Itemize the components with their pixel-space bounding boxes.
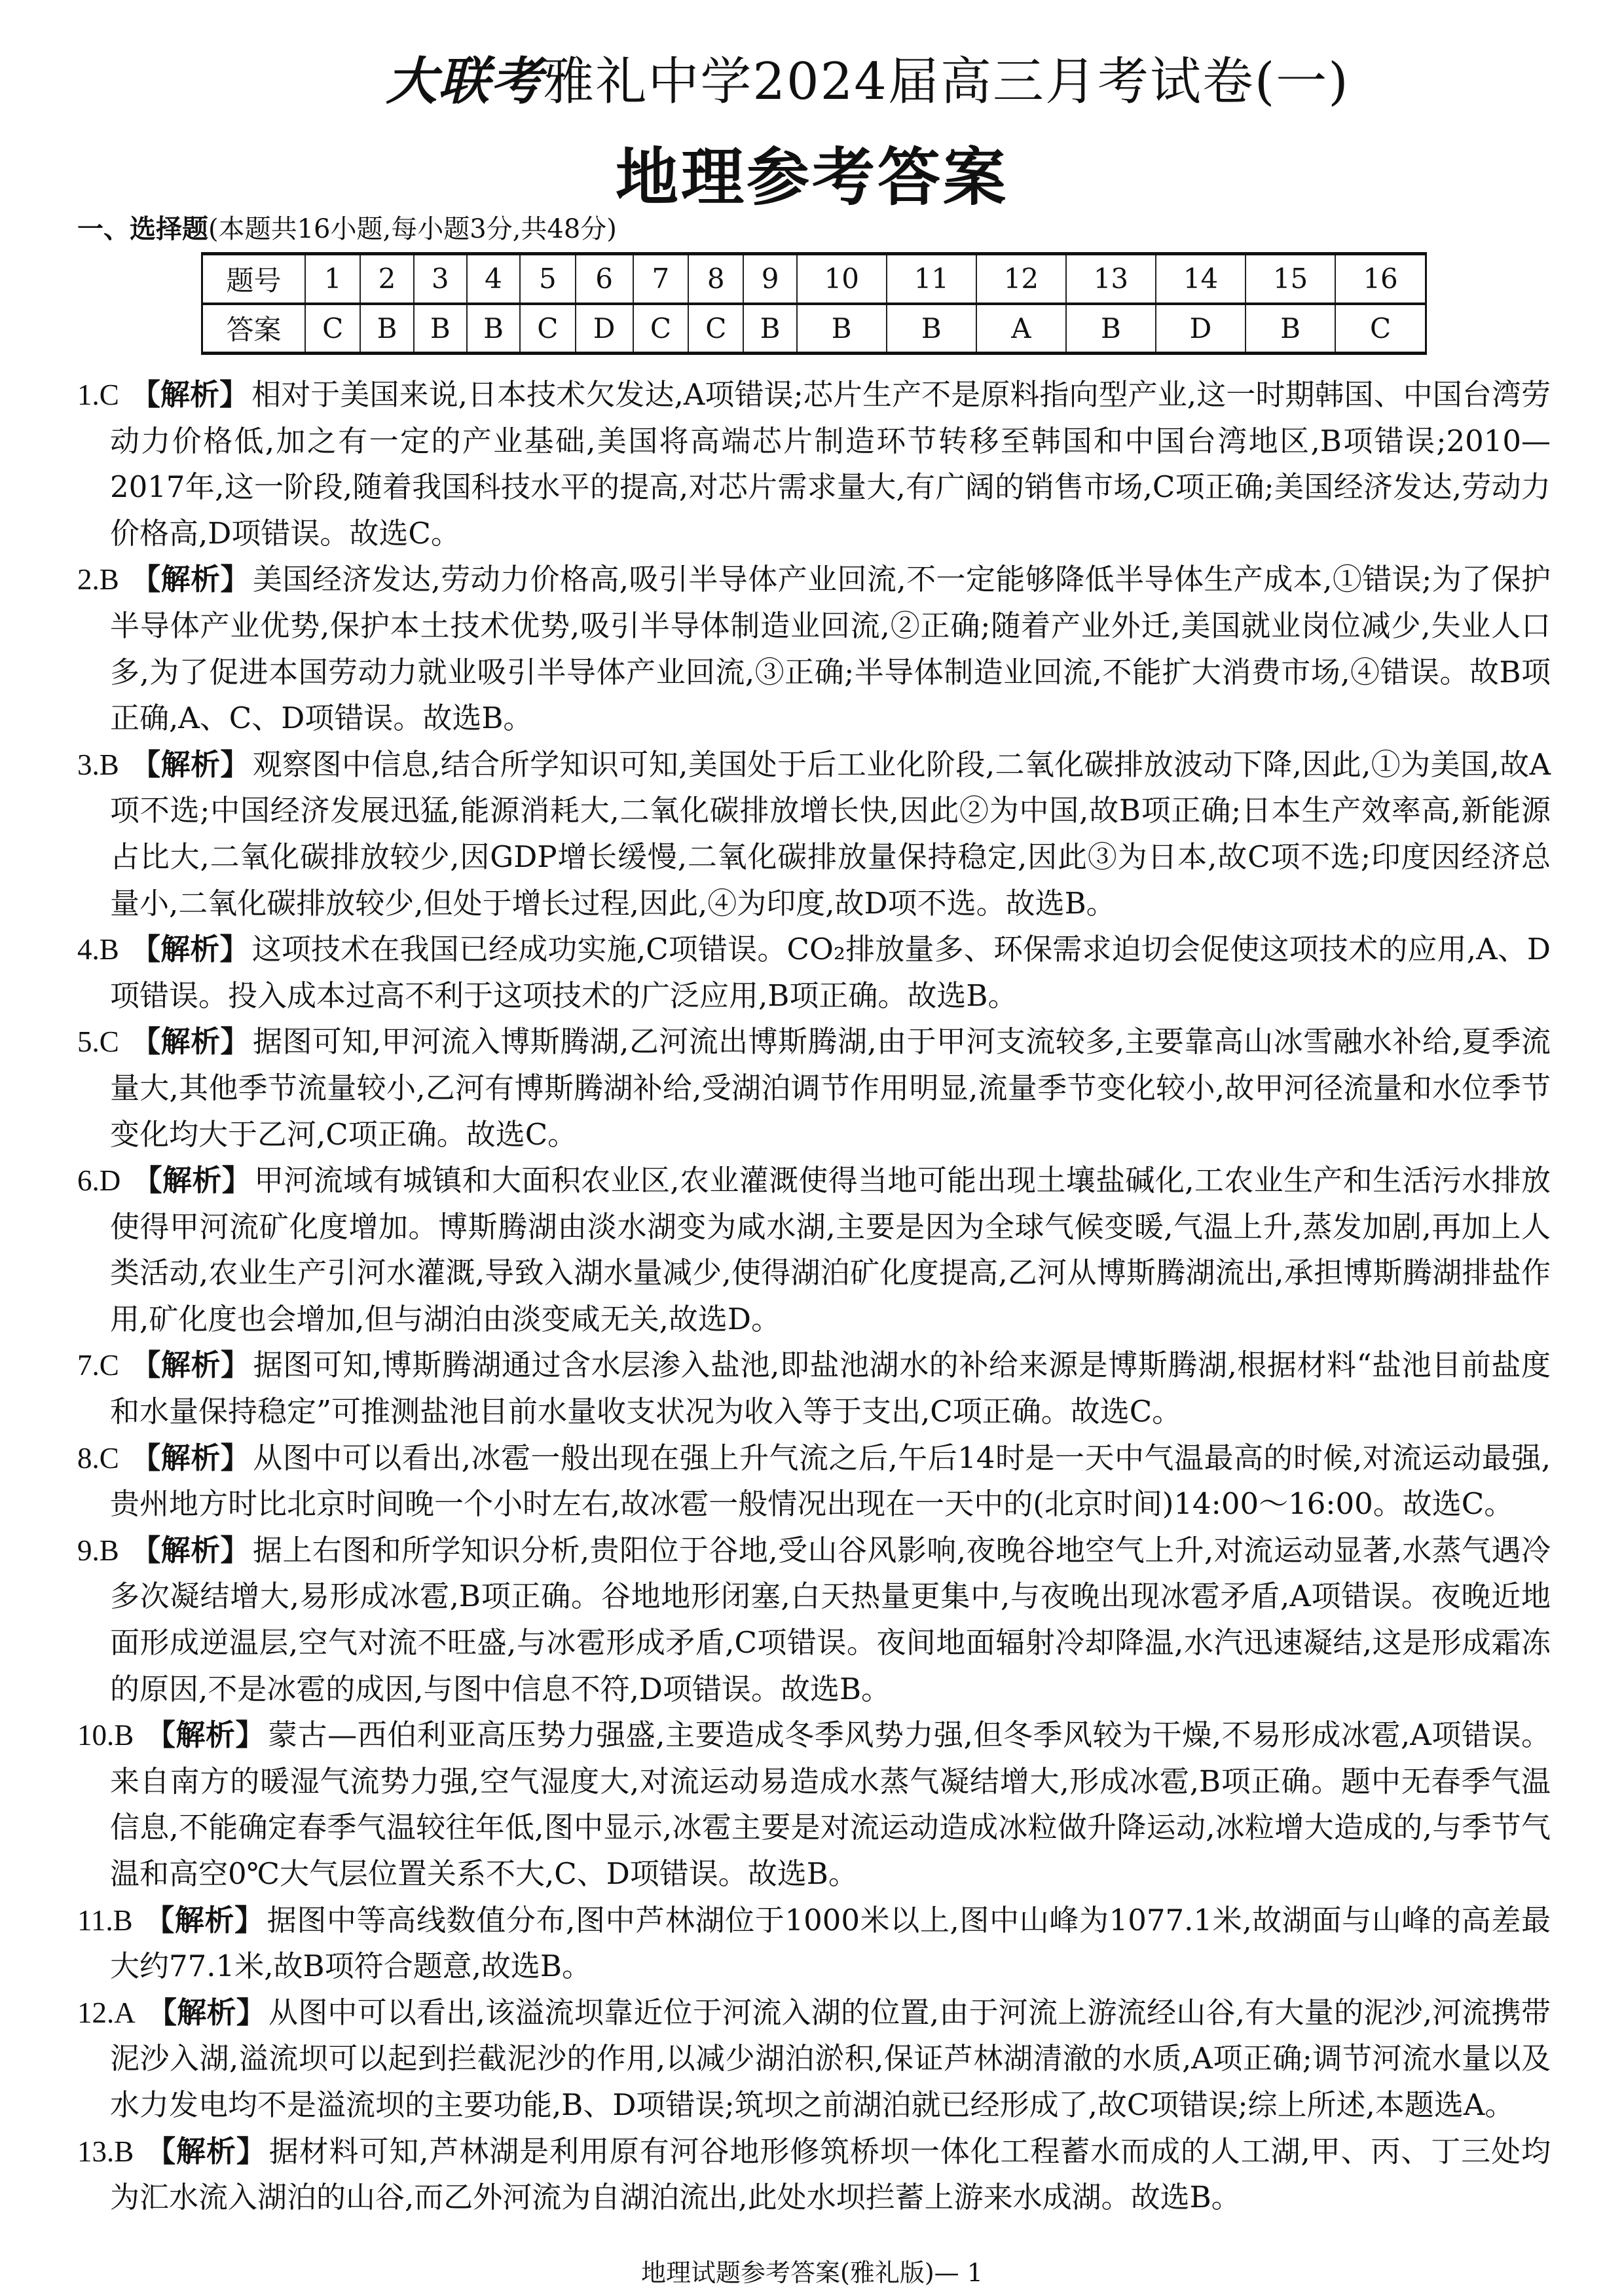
- answer-cell: B: [414, 304, 467, 354]
- answer-cell: C: [688, 304, 743, 354]
- explanation-text: 据上右图和所学知识分析,贵阳位于谷地,受山谷风影响,夜晚谷地空气上升,对流运动显著,水蒸气遇冷多次凝结增大,易形成冰雹,B项正确。谷地地形闭塞,白天热量更集中,与夜晚出现冰雹矛盾,A项错误。夜晚近地面形成逆温层,空气对流不旺盛,与冰雹形成矛盾,C项错误。夜间地面辐射冷却降温,水汽迅速凝结,这是形成霜冻的原因,不是冰雹的成因,与图中信息不符,D项错误。故选B。: [110, 1532, 1551, 1706]
- explanation-text: 蒙古—西伯利亚高压势力强盛,主要造成冬季风势力强,但冬季风较为干燥,不易形成冰雹,A项错误。来自南方的暖湿气流势力强,空气湿度大,对流运动易造成水蒸气凝结增大,形成冰雹,B项正确。题中无春季气温信息,不能确定春季气温较往年低,图中显示,冰雹主要是对流运动造成冰粒做升降运动,冰粒增大造成的,与季节气温和高空0℃大气层位置关系不大,C、D项错误。故选B。: [110, 1717, 1551, 1891]
- answer-cell: C: [633, 304, 688, 354]
- explanation-item: [0, 1528, 1624, 1712]
- question-number-cell: 11: [887, 254, 976, 304]
- answer-cell: A: [976, 304, 1066, 354]
- explanation-text: 相对于美国来说,日本技术欠发达,A项错误;芯片生产不是原料指向型产业,这一时期韩国、中国台湾劳动力价格低,加之有一定的产业基础,美国将高端芯片制造环节转移至韩国和中国台湾地区,B项错误;2010—2017年,这一阶段,随着我国科技水平的提高,对芯片需求量大,有广阔的销售市场,C项正确;美国经济发达,劳动力价格高,D项错误。故选C。: [110, 377, 1551, 551]
- explanation-text: 据材料可知,芦林湖是利用原有河谷地形修筑桥坝一体化工程蓄水而成的人工湖,甲、丙、丁三处均为汇水流入湖泊的山谷,而乙外河流为自湖泊流出,此处水坝拦蓄上游来水成湖。故选B。: [110, 2133, 1551, 2215]
- explanations: [0, 372, 1624, 2221]
- question-number-cell: 1: [305, 254, 360, 304]
- explanation-tag: 【解析】: [132, 1163, 252, 1198]
- explanation-number: 12.A: [77, 1996, 136, 2029]
- row-header: 题号: [202, 254, 306, 304]
- explanation-number: 6.D: [77, 1164, 121, 1198]
- question-number-cell: 6: [576, 254, 633, 304]
- explanation-text: 从图中可以看出,该溢流坝靠近位于河流入湖的位置,由于河流上游流经山谷,有大量的泥沙,河流携带泥沙入湖,溢流坝可以起到拦截泥沙的作用,以减少湖泊淤积,保证芦林湖清澈的水质,A项正确;调节河流水量以及水力发电均不是溢流坝的主要功能,B、D项错误;筑坝之前湖泊就已经形成了,故C项错误;综上所述,本题选A。: [110, 1994, 1551, 2122]
- answer-cell: B: [1246, 304, 1335, 354]
- question-number-cell: 3: [414, 254, 467, 304]
- answer-cell: B: [467, 304, 520, 354]
- answer-cell: B: [743, 304, 796, 354]
- question-number-cell: 16: [1335, 254, 1426, 304]
- answer-cell: C: [1335, 304, 1426, 354]
- explanation-item: [0, 1342, 1624, 1435]
- question-number-cell: 14: [1156, 254, 1246, 304]
- explanation-number: 1.C: [77, 378, 119, 411]
- question-number-cell: 8: [688, 254, 743, 304]
- explanation-tag: 【解析】: [130, 932, 249, 967]
- explanation-tag: 【解析】: [145, 1717, 266, 1753]
- exam-title: [0, 41, 1624, 114]
- explanation-number: 7.C: [77, 1349, 119, 1382]
- section-heading: [77, 208, 617, 246]
- explanation-number: 4.B: [77, 933, 119, 966]
- answer-cell: B: [887, 304, 976, 354]
- row-header: 答案: [202, 304, 306, 354]
- explanation-tag: 【解析】: [130, 1024, 250, 1059]
- explanation-tag: 【解析】: [145, 2133, 267, 2169]
- question-number-cell: 13: [1066, 254, 1156, 304]
- explanation-item: [0, 1158, 1624, 1342]
- explanation-item: [0, 1712, 1624, 1897]
- page-title: 地理参考答案: [616, 141, 1008, 214]
- question-number-cell: 12: [976, 254, 1066, 304]
- answer-cell: D: [576, 304, 633, 354]
- explanation-number: 9.B: [77, 1533, 119, 1567]
- question-number-cell: 4: [467, 254, 520, 304]
- question-number-cell: 5: [520, 254, 575, 304]
- explanation-item: [0, 1435, 1624, 1528]
- explanation-item: [0, 1898, 1624, 1990]
- exam-title-text: 雅礼中学2024届高三月考试卷(一): [543, 52, 1350, 111]
- explanation-text: 美国经济发达,劳动力价格高,吸引半导体产业回流,不一定能够降低半导体生产成本,①错误;为了保护半导体产业优势,保护本土技术优势,吸引半导体制造业回流,②正确;随着产业外迁,美国就业岗位减少,失业人口多,为了促进本国劳动力就业吸引半导体产业回流,③正确;半导体制造业回流,不能扩大消费市场,④错误。故B项正确,A、C、D项错误。故选B。: [110, 562, 1551, 736]
- answer-cell: B: [360, 304, 413, 354]
- page-footer: 地理试题参考答案(雅礼版)— 1: [641, 2258, 983, 2287]
- explanation-number: 2.B: [77, 563, 119, 597]
- answer-cell: C: [305, 304, 360, 354]
- answer-cell: D: [1156, 304, 1246, 354]
- explanation-item: [0, 1019, 1624, 1158]
- explanation-item: [0, 372, 1624, 557]
- explanation-text: 这项技术在我国已经成功实施,C项错误。CO₂排放量多、环保需求迫切会促使这项技术的应用,A、D项错误。投入成本过高不利于这项技术的广泛应用,B项正确。故选B。: [110, 932, 1551, 1013]
- explanation-tag: 【解析】: [147, 1994, 266, 2030]
- explanation-number: 5.C: [77, 1025, 119, 1059]
- explanation-item: [0, 1990, 1624, 2129]
- explanation-item: [0, 2129, 1624, 2221]
- explanation-item: [0, 927, 1624, 1019]
- explanation-number: 11.B: [77, 1903, 133, 1937]
- explanation-text: 从图中可以看出,冰雹一般出现在强上升气流之后,午后14时是一天中气温最高的时候,对流运动最强,贵州地方时比北京时间晚一个小时左右,故冰雹一般情况出现在一天中的(北京时间)14:00～16:00。故选C。: [110, 1440, 1551, 1522]
- explanation-item: [0, 557, 1624, 741]
- explanation-number: 3.B: [77, 748, 119, 781]
- explanation-text: 观察图中信息,结合所学知识可知,美国处于后工业化阶段,二氧化碳排放波动下降,因此,①为美国,故A项不选;中国经济发展迅猛,能源消耗大,二氧化碳排放增长快,因此②为中国,故B项正确;日本生产效率高,新能源占比大,二氧化碳排放较少,因GDP增长缓慢,二氧化碳排放量保持稳定,因此③为日本,故C项不选;印度因经济总量小,二氧化碳排放较少,但处于增长过程,因此,④为印度,故D项不选。故选B。: [110, 746, 1551, 921]
- explanation-tag: 【解析】: [130, 562, 250, 597]
- question-number-cell: 15: [1246, 254, 1335, 304]
- explanation-tag: 【解析】: [130, 1440, 251, 1475]
- explanation-text: 据图可知,博斯腾湖通过含水层渗入盐池,即盐池湖水的补给来源是博斯腾湖,根据材料“盐池目前盐度和水量保持稳定”可推测盐池目前水量收支状况为收入等于支出,C项正确。故选C。: [110, 1348, 1551, 1429]
- section-label: 一、选择题: [77, 214, 208, 244]
- explanation-text: 据图中等高线数值分布,图中芦林湖位于1000米以上,图中山峰为1077.1米,故湖面与山峰的高差最大约77.1米,故B项符合题意,故选B。: [110, 1902, 1551, 1984]
- explanation-number: 8.C: [77, 1441, 119, 1475]
- question-number-cell: 10: [797, 254, 887, 304]
- section-note: (本题共16小题,每小题3分,共48分): [208, 214, 617, 244]
- explanation-number: 10.B: [77, 1719, 134, 1752]
- brand-logo-text: 大联考: [386, 52, 544, 111]
- question-number-cell: 7: [633, 254, 688, 304]
- explanation-item: [0, 742, 1624, 927]
- answer-cell: C: [520, 304, 575, 354]
- explanation-number: 13.B: [77, 2135, 134, 2168]
- explanation-text: 据图可知,甲河流入博斯腾湖,乙河流出博斯腾湖,由于甲河支流较多,主要靠高山冰雪融水补给,夏季流量大,其他季节流量较小,乙河有博斯腾湖补给,受湖泊调节作用明显,流量季节变化较小,故甲河径流量和水位季节变化均大于乙河,C项正确。故选C。: [110, 1024, 1551, 1152]
- question-number-cell: 2: [360, 254, 413, 304]
- explanation-tag: 【解析】: [130, 1348, 251, 1383]
- question-number-row: [202, 254, 1426, 304]
- answer-table: [201, 252, 1427, 355]
- answer-cell: B: [1066, 304, 1156, 354]
- explanation-text: 甲河流域有城镇和大面积农业区,农业灌溉使得当地可能出现土壤盐碱化,工农业生产和生活污水排放使得甲河流矿化度增加。博斯腾湖由淡水湖变为咸水湖,主要是因为全球气候变暖,气温上升,蒸发加剧,再加上人类活动,农业生产引河水灌溉,导致入湖水量减少,使得湖泊矿化度提高,乙河从博斯腾湖流出,承担博斯腾湖排盐作用,矿化度也会增加,但与湖泊由淡变咸无关,故选D。: [110, 1163, 1551, 1336]
- explanation-tag: 【解析】: [144, 1902, 265, 1937]
- question-number-cell: 9: [743, 254, 796, 304]
- answer-row: [202, 304, 1426, 354]
- answer-cell: B: [797, 304, 887, 354]
- explanation-tag: 【解析】: [130, 1532, 250, 1568]
- explanation-tag: 【解析】: [130, 377, 249, 412]
- explanation-tag: 【解析】: [130, 746, 250, 782]
